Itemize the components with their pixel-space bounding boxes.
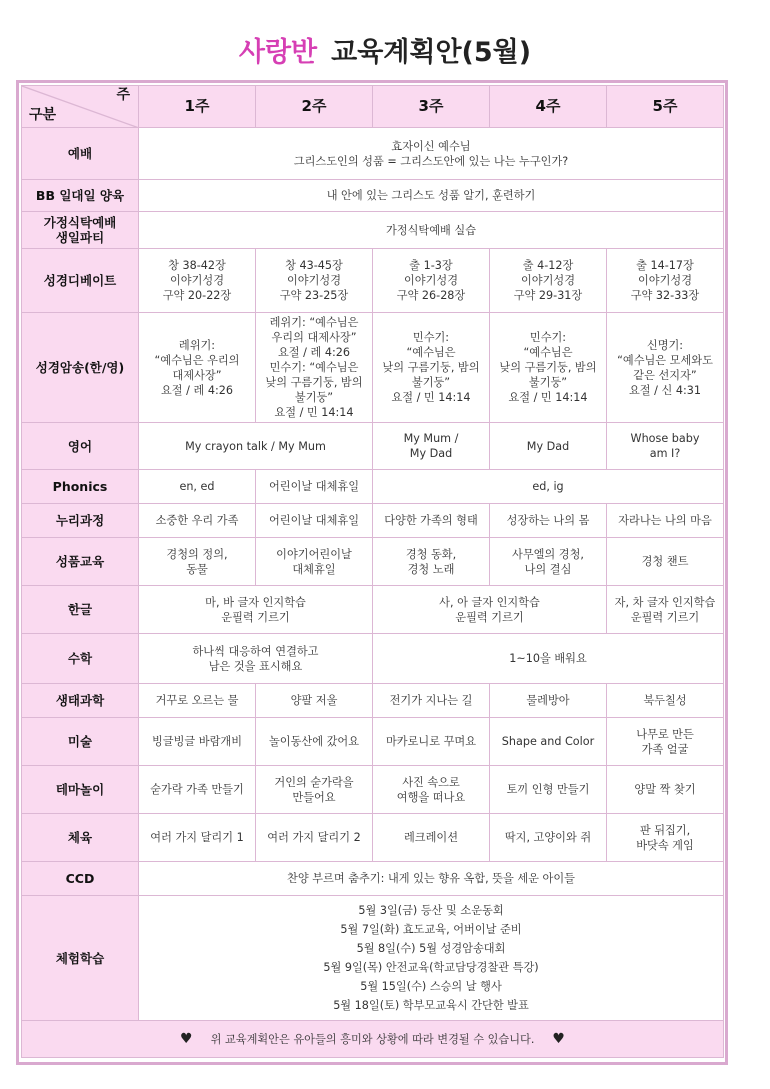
category-character: 성품교육 — [22, 538, 139, 586]
category-nuri: 누리과정 — [22, 504, 139, 538]
cell-line: 같은 선지자” — [633, 368, 697, 382]
cell-line: 요절 / 민 14:14 — [508, 391, 588, 404]
cell-line: 양말 짝 찾기 — [634, 783, 696, 796]
row-bible-debate — [22, 249, 724, 313]
row-theme — [22, 766, 724, 814]
bible-debate-week-5 — [607, 249, 724, 313]
english-week-4: My Dad — [490, 423, 607, 470]
category-bible-debate: 성경디베이트 — [22, 249, 139, 313]
cell-line: 운필력 기르기 — [221, 610, 290, 624]
cell-line: 경청의 정의, — [166, 547, 228, 561]
cell-line: 생일파티 — [55, 230, 105, 245]
cell-line: 하나씩 대응하여 연결하고 — [192, 644, 319, 658]
field-trip-item: 5월 9일(목) 안전교육(학교담당경찰관 특강) — [323, 961, 539, 974]
cell-line: 마, 바 글자 인지학습 — [205, 595, 306, 609]
eco-week-3: 전기가 지나는 길 — [373, 684, 490, 718]
cell-line: “예수님은 — [523, 346, 573, 359]
field-trip-item: 5월 18일(토) 학부모교육시 간단한 발표 — [333, 999, 529, 1012]
pe-week-3 — [373, 814, 490, 862]
bible-debate-week-1 — [139, 249, 256, 313]
cell-line: 출 1-3장 — [409, 259, 453, 272]
row-phonics — [22, 470, 724, 504]
cell-line: 요절 / 신 4:31 — [629, 383, 701, 397]
cell-line: 불기둥” — [294, 391, 334, 404]
pe-week-4 — [490, 814, 607, 862]
cell-line: 구약 32-33장 — [630, 289, 700, 302]
bible-debate-week-3 — [373, 249, 490, 313]
category-family — [22, 212, 139, 249]
character-week-4 — [490, 538, 607, 586]
category-worship: 예배 — [22, 128, 139, 180]
cell-line: 신명기: — [646, 338, 684, 352]
row-english — [22, 423, 724, 470]
row-ccd — [22, 862, 724, 896]
theme-week-1 — [139, 766, 256, 814]
eco-week-4: 물레방아 — [490, 684, 607, 718]
corner-week-label: 주 — [116, 87, 130, 103]
cell-line: 경청 노래 — [407, 562, 455, 576]
english-week-3 — [373, 423, 490, 470]
cell-line: 가정식탁예배 — [43, 215, 117, 230]
cell-line: 효자이신 예수님 — [391, 139, 471, 153]
category-ccd: CCD — [22, 862, 139, 896]
character-week-2 — [256, 538, 373, 586]
cell-line: 이야기성경 — [637, 274, 693, 287]
character-week-3 — [373, 538, 490, 586]
row-pe — [22, 814, 724, 862]
cell-line: 남은 것을 표시해요 — [208, 659, 303, 673]
week-header-1: 1주 — [139, 86, 256, 128]
nuri-week-1: 소중한 우리 가족 — [139, 504, 256, 538]
cell-line: 여러 가지 달리기 2 — [267, 831, 361, 844]
bb-cell: 내 안에 있는 그리스도 성품 알기, 훈련하기 — [139, 180, 724, 212]
math-week-3-5: 1~10을 배워요 — [373, 634, 724, 684]
cell-line: Shape and Color — [501, 735, 595, 748]
field-trip-item: 5월 3일(금) 등산 및 소운동회 — [358, 904, 504, 917]
cell-line: 우리의 대제사장” — [271, 331, 357, 344]
cell-line: 사, 아 글자 인지학습 — [439, 595, 540, 609]
english-week-1-2: My crayon talk / My Mum — [139, 423, 373, 470]
category-english: 영어 — [22, 423, 139, 470]
heart-icon: ♥ — [552, 1030, 565, 1047]
cell-line: 이야기어린이날 — [276, 547, 352, 561]
cell-line: 불기둥” — [528, 376, 568, 389]
theme-week-3 — [373, 766, 490, 814]
field-trip-item: 5월 7일(화) 효도교육, 어버이날 준비 — [340, 923, 522, 936]
row-hangul — [22, 586, 724, 634]
row-math — [22, 634, 724, 684]
cell-line: 나의 결심 — [524, 562, 572, 576]
memory-week-1 — [139, 313, 256, 423]
cell-line: 창 38-42장 — [168, 259, 226, 272]
art-week-3 — [373, 718, 490, 766]
cell-line: 구약 23-25장 — [279, 289, 349, 302]
cell-line: 낮의 구름기둥, 밤의 — [382, 361, 480, 374]
cell-line: 출 14-17장 — [636, 259, 694, 272]
category-math: 수학 — [22, 634, 139, 684]
title-text: 교육계획안(5월) — [331, 37, 532, 68]
week-header-3: 3주 — [373, 86, 490, 128]
row-bb — [22, 180, 724, 212]
category-pe: 체육 — [22, 814, 139, 862]
worship-cell — [139, 128, 724, 180]
phonics-week-2: 어린이날 대체휴일 — [256, 470, 373, 504]
cell-line: 낮의 구름기둥, 밤의 — [499, 361, 597, 374]
corner-category-label: 구분 — [29, 107, 57, 123]
cell-line: 민수기: — [412, 331, 450, 344]
row-family — [22, 212, 724, 249]
cell-line: 동물 — [186, 562, 208, 576]
cell-line: 대제사장” — [172, 368, 222, 382]
cell-line: 만들어요 — [292, 790, 336, 804]
cell-line: 이야기성경 — [520, 274, 576, 287]
cell-line: 경청 챈트 — [641, 555, 689, 568]
memory-week-5 — [607, 313, 724, 423]
pe-week-5 — [607, 814, 724, 862]
character-week-5 — [607, 538, 724, 586]
cell-line: 여행을 떠나요 — [396, 790, 466, 804]
cell-line: 민수기: — [529, 331, 567, 344]
cell-line: “예수님은 모세와도 — [617, 353, 713, 367]
cell-line: am I? — [649, 447, 681, 460]
corner-cell — [22, 86, 139, 128]
row-worship — [22, 128, 724, 180]
english-week-5 — [607, 423, 724, 470]
theme-week-2 — [256, 766, 373, 814]
cell-line: 낮의 구름기둥, 밤의 — [265, 376, 363, 389]
cell-line: 나무로 만든 — [636, 727, 694, 741]
row-memory — [22, 313, 724, 423]
eco-week-2: 양팔 저울 — [256, 684, 373, 718]
memory-week-3 — [373, 313, 490, 423]
cell-line: 불기둥” — [411, 376, 451, 389]
art-week-4 — [490, 718, 607, 766]
cell-line: 운필력 기르기 — [630, 610, 700, 624]
cell-line: 레위기: “예수님은 — [269, 316, 359, 329]
hangul-week-1-2 — [139, 586, 373, 634]
field-trip-cell — [139, 896, 724, 1021]
pe-week-1 — [139, 814, 256, 862]
cell-line: 토끼 인형 만들기 — [506, 783, 590, 796]
nuri-week-5: 자라나는 나의 마음 — [607, 504, 724, 538]
class-name: 사랑반 — [238, 37, 318, 68]
bible-debate-week-2 — [256, 249, 373, 313]
page-title — [0, 30, 770, 69]
nuri-week-4: 성장하는 나의 몸 — [490, 504, 607, 538]
cell-line: 민수기: “예수님은 — [269, 361, 359, 374]
ccd-cell: 찬양 부르며 춤추기: 내게 있는 향유 옥합, 뜻을 세운 아이들 — [139, 862, 724, 896]
eco-week-1: 거꾸로 오르는 물 — [139, 684, 256, 718]
phonics-week-3-5: ed, ig — [373, 470, 724, 504]
category-memory: 성경암송(한/영) — [22, 313, 139, 423]
row-nuri — [22, 504, 724, 538]
cell-line: 운필력 기르기 — [455, 610, 524, 624]
category-hangul: 한글 — [22, 586, 139, 634]
week-header-2: 2주 — [256, 86, 373, 128]
memory-week-4 — [490, 313, 607, 423]
cell-line: 이야기성경 — [286, 274, 342, 287]
hangul-week-3-4 — [373, 586, 607, 634]
row-art — [22, 718, 724, 766]
cell-line: 여러 가지 달리기 1 — [150, 831, 244, 844]
cell-line: 요절 / 민 14:14 — [274, 406, 354, 419]
cell-line: 창 43-45장 — [285, 259, 343, 272]
cell-line: 레크레이션 — [403, 831, 459, 844]
header-row — [22, 86, 724, 128]
field-trip-item: 5월 15일(수) 스승의 날 행사 — [360, 980, 502, 993]
cell-line: My Mum / — [403, 432, 459, 445]
character-week-1 — [139, 538, 256, 586]
cell-line: 거인의 숟가락을 — [274, 775, 354, 789]
category-art: 미술 — [22, 718, 139, 766]
cell-line: 가족 얼굴 — [641, 742, 689, 756]
cell-line: 그리스도인의 성품 = 그리스도안에 있는 나는 누구인가? — [293, 154, 569, 168]
cell-line: 숟가락 가족 만들기 — [150, 783, 244, 796]
nuri-week-3: 다양한 가족의 형태 — [373, 504, 490, 538]
cell-line: 이야기성경 — [403, 274, 459, 287]
cell-line: 레위기: — [178, 338, 216, 352]
cell-line: “예수님은 — [406, 346, 456, 359]
cell-line: 빙글빙글 바람개비 — [151, 735, 242, 748]
category-phonics: Phonics — [22, 470, 139, 504]
row-field-trip — [22, 896, 724, 1021]
eco-week-5: 북두칠성 — [607, 684, 724, 718]
cell-line: 사무엘의 경청, — [512, 547, 584, 561]
hangul-week-5 — [607, 586, 724, 634]
cell-line: Whose baby — [630, 432, 700, 445]
cell-line: 사진 속으로 — [402, 775, 460, 789]
cell-line: 구약 26-28장 — [396, 289, 466, 302]
row-eco — [22, 684, 724, 718]
memory-week-2 — [256, 313, 373, 423]
cell-line: 놀이동산에 갔어요 — [268, 735, 359, 748]
cell-line: 경청 동화, — [405, 547, 457, 561]
footer-note — [22, 1021, 724, 1058]
cell-line: 구약 20-22장 — [162, 289, 232, 302]
cell-line: 구약 29-31장 — [513, 289, 583, 302]
family-cell: 가정식탁예배 실습 — [139, 212, 724, 249]
cell-line: 대체휴일 — [292, 562, 336, 576]
footer-text: 위 교육계획안은 유아들의 흥미와 상황에 따라 변경될 수 있습니다. — [210, 1032, 535, 1046]
category-eco: 생태과학 — [22, 684, 139, 718]
art-week-2 — [256, 718, 373, 766]
cell-line: 요절 / 레 4:26 — [278, 346, 350, 359]
cell-line: 출 4-12장 — [522, 259, 574, 272]
category-field-trip: 체험학습 — [22, 896, 139, 1021]
week-header-4: 4주 — [490, 86, 607, 128]
bible-debate-week-4 — [490, 249, 607, 313]
theme-week-5 — [607, 766, 724, 814]
footer-row — [22, 1021, 724, 1058]
category-theme: 테마놀이 — [22, 766, 139, 814]
cell-line: 바닷속 게임 — [636, 838, 694, 852]
row-character — [22, 538, 724, 586]
pe-week-2 — [256, 814, 373, 862]
art-week-5 — [607, 718, 724, 766]
cell-line: “예수님은 우리의 — [154, 353, 240, 367]
category-bb: BB 일대일 양육 — [22, 180, 139, 212]
plan-table — [21, 85, 724, 1058]
week-header-5: 5주 — [607, 86, 724, 128]
cell-line: 판 뒤집기, — [639, 823, 691, 837]
cell-line: 자, 차 글자 인지학습 — [614, 595, 716, 609]
field-trip-item: 5월 8일(수) 5월 성경암송대회 — [356, 942, 506, 955]
nuri-week-2: 어린이날 대체휴일 — [256, 504, 373, 538]
math-week-1-2 — [139, 634, 373, 684]
cell-line: 요절 / 레 4:26 — [161, 383, 233, 397]
cell-line: 마카로니로 꾸며요 — [385, 735, 476, 748]
art-week-1 — [139, 718, 256, 766]
cell-line: 이야기성경 — [169, 274, 225, 287]
cell-line: My Dad — [409, 447, 453, 460]
heart-icon: ♥ — [180, 1030, 193, 1047]
cell-line: 요절 / 민 14:14 — [391, 391, 471, 404]
phonics-week-1: en, ed — [139, 470, 256, 504]
theme-week-4 — [490, 766, 607, 814]
cell-line: 딱지, 고양이와 쥐 — [504, 831, 592, 844]
